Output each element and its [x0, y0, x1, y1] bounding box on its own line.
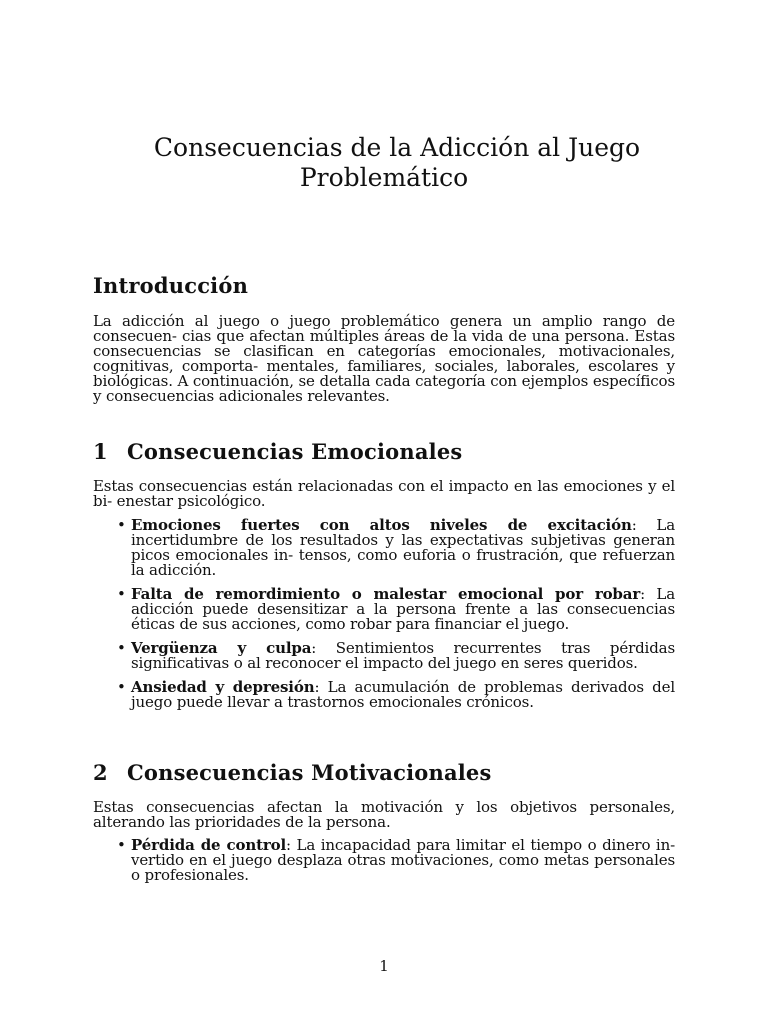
page-number: 1	[379, 957, 389, 975]
bullet-item	[93, 838, 675, 883]
section-1-paragraph: Estas consecuencias están relacionadas con el impacto en las emociones y el bi- enestar psicológico.	[93, 477, 675, 510]
bullet-item	[93, 680, 675, 710]
bullet-term: Vergüenza y culpa	[131, 639, 312, 657]
section-2-bullet-list	[93, 838, 675, 883]
bullet-term: Falta de remordimiento o malestar emocional por robar	[131, 585, 641, 603]
section-1-bullet-list	[93, 518, 675, 710]
title-line-2: Problemático	[299, 163, 469, 192]
bullet-body: : La incapacidad para limitar el tiempo o dinero in- vertido en el juego desplaza otras motivaciones, como metas personales o profesionales.	[131, 836, 675, 884]
title-line-1: Consecuencias de la Adicción al Juego	[153, 133, 641, 162]
section-2-heading	[93, 760, 492, 786]
bullet-term: Emociones fuertes con altos niveles de excitación	[131, 516, 632, 534]
bullet-symbol: •	[117, 678, 126, 696]
bullet-item	[93, 641, 675, 671]
bullet-body: : La adicción puede desensitizar a la persona frente a las consecuencias éticas de sus acciones, como robar para financiar el juego.	[131, 585, 675, 633]
section-1-heading	[93, 439, 462, 465]
bullet-body: : La acumulación de problemas derivados del juego puede llevar a trastornos emocionales crónicos.	[131, 678, 676, 711]
bullet-body: : La incertidumbre de los resultados y las expectativas subjetivas generan picos emocionales in- tensos, como euforia o frustración, que refuerzan la adicción.	[131, 516, 675, 579]
bullet-term: Ansiedad y depresión	[131, 678, 315, 696]
bullet-symbol: •	[117, 639, 126, 657]
intro-heading: Introducción	[93, 273, 249, 298]
bullet-item	[93, 587, 675, 632]
bullet-item	[93, 518, 675, 578]
section-1-title: Consecuencias Emocionales	[127, 439, 463, 464]
bullet-symbol: •	[117, 516, 126, 534]
section-1-number: 1	[93, 439, 108, 464]
bullet-body: : Sentimientos recurrentes tras pérdidas significativas o al reconocer el impacto del juego en seres queridos.	[131, 639, 675, 672]
section-2-title: Consecuencias Motivacionales	[127, 760, 492, 785]
section-2-paragraph: Estas consecuencias afectan la motivación y los objetivos personales, alterando las prioridades de la persona.	[93, 798, 675, 831]
intro-paragraph: La adicción al juego o juego problemático genera un amplio rango de consecuen- cias que afectan múltiples áreas de la vida de una persona. Estas consecuencias se clasifican en categorías emocionales, motivacionales, cognitivas, comporta- mentales, familiares, sociales, laborales, escolares y biológicas. A continuación, se detalla cada categoría con ejemplos específicos y consecuencias adicionales relevantes.	[93, 312, 675, 405]
bullet-symbol: •	[117, 836, 126, 854]
bullet-symbol: •	[117, 585, 126, 603]
section-2-number: 2	[93, 760, 108, 785]
bullet-term: Pérdida de control	[131, 836, 287, 854]
document-title	[93, 133, 675, 193]
